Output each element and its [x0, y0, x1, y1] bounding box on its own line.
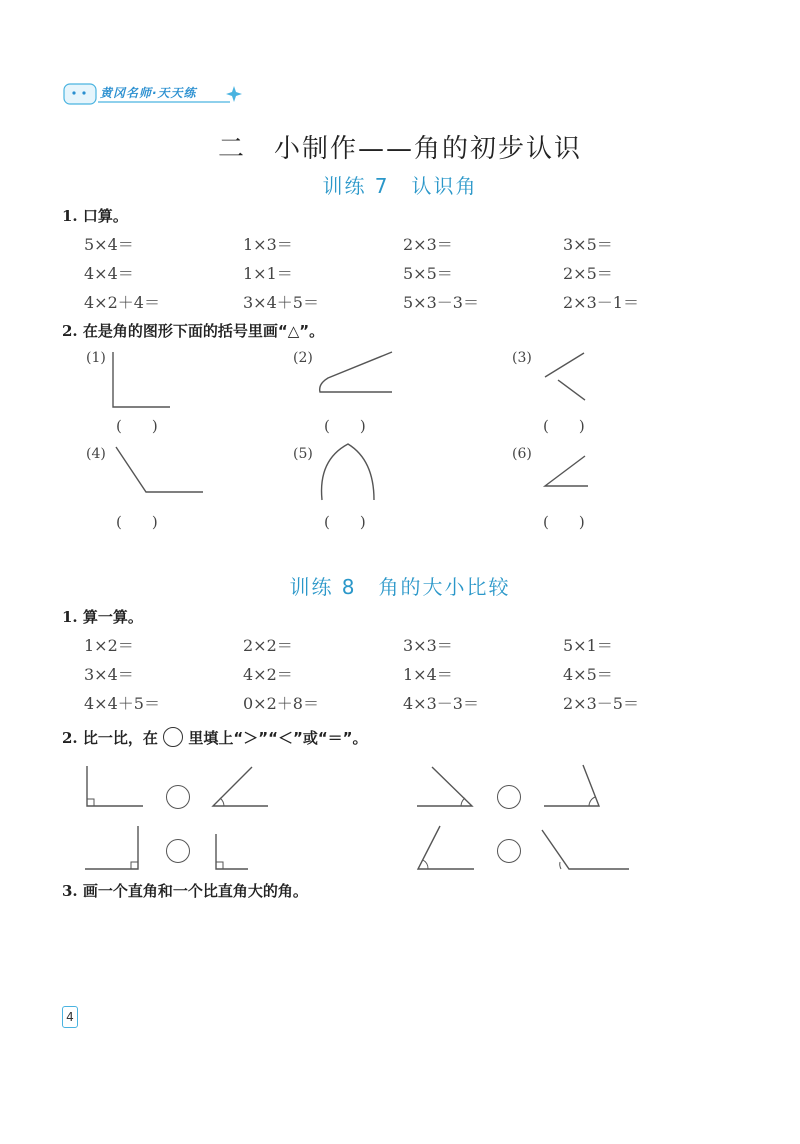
t7-q1-cell: 5×3－3＝ — [403, 293, 479, 312]
figure-label: (6) — [512, 446, 532, 462]
t8-q3-prompt: 画一个直角和一个比直角大的角。 — [82, 882, 308, 900]
answer-blank[interactable]: ( ) — [543, 417, 585, 435]
t7-q1-cell: 5×5＝ — [403, 264, 453, 283]
compare-circle-1[interactable] — [166, 785, 190, 809]
t7-q1-cell: 2×5＝ — [563, 264, 613, 283]
compare-4-left-angle — [418, 826, 474, 869]
t7-q1-cell: 3×5＝ — [563, 235, 613, 254]
compare-3-right-right-angle — [216, 834, 248, 869]
t7-q1-cell: 4×4＝ — [84, 264, 134, 283]
t8-q2-prompt-before: 比一比，在 — [82, 729, 158, 747]
t8-q3-heading — [62, 880, 308, 901]
t8-q1-cell: 0×2＋8＝ — [243, 694, 319, 713]
t8-q1-number: 1. — [62, 608, 78, 626]
figure-label: (1) — [86, 350, 106, 366]
training8-title: 训练 8 角的大小比较 — [289, 575, 511, 599]
t7-q1-cell: 4×2＋4＝ — [84, 293, 160, 312]
t7-q1-cell: 5×4＝ — [84, 235, 134, 254]
compare-1-right-acute-angle — [213, 767, 268, 806]
answer-blank[interactable]: ( ) — [116, 513, 158, 531]
t8-q1-cell: 1×2＝ — [84, 636, 134, 655]
logo-text: 黄冈名师·天天练 — [100, 86, 197, 100]
compare-2-right-angle — [544, 765, 599, 806]
t8-q1-cell: 4×3－3＝ — [403, 694, 479, 713]
t8-q2-number: 2. — [62, 729, 78, 747]
t8-q1-cell: 4×4＋5＝ — [84, 694, 160, 713]
t8-q2-prompt-after: 里填上“＞”“＜”或“＝”。 — [188, 729, 368, 747]
compare-1-left-right-angle — [87, 766, 143, 806]
t8-q1-cell: 2×2＝ — [243, 636, 293, 655]
drawing-area[interactable] — [62, 905, 738, 995]
t7-q1-cell: 3×4＋5＝ — [243, 293, 319, 312]
training7-title: 训练 7 认识角 — [322, 174, 478, 198]
t8-q1-cell: 4×2＝ — [243, 665, 293, 684]
answer-blank[interactable]: ( ) — [324, 417, 366, 435]
compare-circle-4[interactable] — [497, 839, 521, 863]
figure-label: (3) — [512, 350, 532, 366]
t7-q1-cell: 2×3－1＝ — [563, 293, 639, 312]
compare-circle-2[interactable] — [497, 785, 521, 809]
t7-q1-prompt: 口算。 — [82, 207, 128, 225]
t7-q1-number: 1. — [62, 207, 78, 225]
compare-4-right-angle — [542, 830, 629, 869]
t8-q1-prompt: 算一算。 — [82, 608, 143, 626]
t8-q3-number: 3. — [62, 882, 78, 900]
t8-q1-cell: 2×3－5＝ — [563, 694, 639, 713]
answer-blank[interactable]: ( ) — [116, 417, 158, 435]
compare-3-left-right-angle — [85, 826, 138, 869]
t7-q1-cell: 1×1＝ — [243, 264, 293, 283]
t7-q2-prompt: 在是角的图形下面的括号里画“△”。 — [82, 322, 325, 340]
t8-q1-cell: 3×4＝ — [84, 665, 134, 684]
compare-2-left-angle — [417, 767, 472, 806]
t8-q1-cell: 5×1＝ — [563, 636, 613, 655]
t8-q1-cell: 3×3＝ — [403, 636, 453, 655]
figure-label: (5) — [293, 446, 313, 462]
t7-q2-number: 2. — [62, 322, 78, 340]
figure-label: (2) — [293, 350, 313, 366]
chapter-title: 二 小制作——角的初步认识 — [217, 134, 582, 164]
page-number: 4 — [62, 1006, 78, 1028]
answer-blank[interactable]: ( ) — [324, 513, 366, 531]
t7-q1-cell: 2×3＝ — [403, 235, 453, 254]
t8-q1-cell: 1×4＝ — [403, 665, 453, 684]
compare-circle-3[interactable] — [166, 839, 190, 863]
answer-blank[interactable]: ( ) — [543, 513, 585, 531]
t7-q1-cell: 1×3＝ — [243, 235, 293, 254]
t8-q1-cell: 4×5＝ — [563, 665, 613, 684]
figure-label: (4) — [86, 446, 106, 462]
